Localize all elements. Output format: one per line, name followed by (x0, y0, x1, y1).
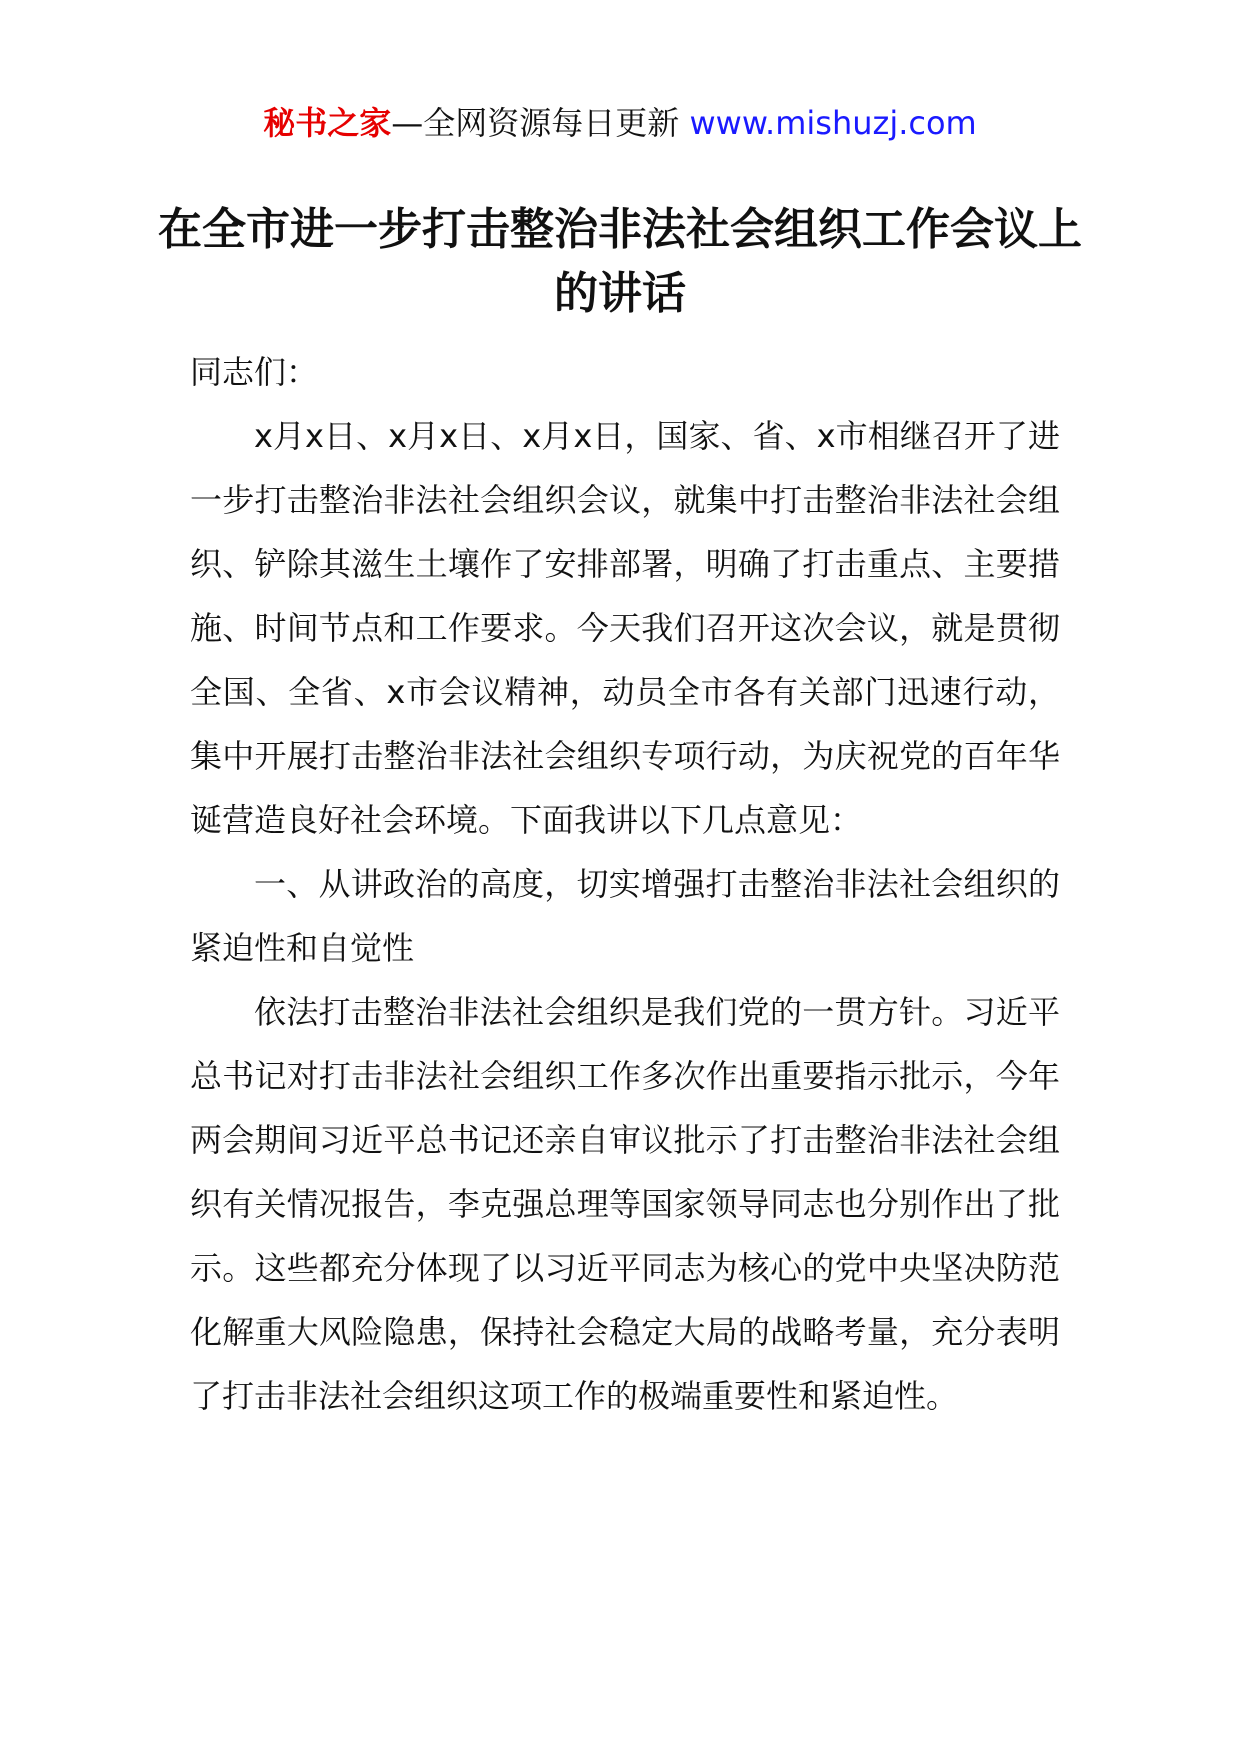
website-link[interactable]: www.mishuzj.com (689, 104, 977, 142)
document-body (190, 340, 1060, 1428)
header-banner (0, 100, 1240, 146)
header-slogan: —全网资源每日更新 (391, 104, 690, 142)
body-paragraph: 依法打击整治非法社会组织是我们党的一贯方针。习近平总书记对打击非法社会组织工作多次作出重要指示批示，今年两会期间习近平总书记还亲自审议批示了打击整治非法社会组织有关情况报告，李克强总理等国家领导同志也分别作出了批示。这些都充分体现了以习近平同志为核心的党中央坚决防范化解重大风险隐患，保持社会稳定大局的战略考量，充分表明了打击非法社会组织这项工作的极端重要性和紧迫性。 (190, 993, 1060, 1415)
brand-name: 秘书之家 (263, 104, 392, 142)
section-heading: 一、从讲政治的高度，切实增强打击整治非法社会组织的紧迫性和自觉性 (190, 865, 1060, 967)
document-title: 在全市进一步打击整治非法社会组织工作会议上的讲话 (158, 204, 1082, 319)
salutation: 同志们： (190, 353, 319, 391)
body-paragraph: x月x日、x月x日、x月x日，国家、省、x市相继召开了进一步打击整治非法社会组织会议，就集中打击整治非法社会组织、铲除其滋生土壤作了安排部署，明确了打击重点、主要措施、时间节点和工作要求。今天我们召开这次会议，就是贯彻全国、全省、x市会议精神，动员全市各有关部门迅速行动，集中开展打击整治非法社会组织专项行动，为庆祝党的百年华诞营造良好社会环境。下面我讲以下几点意见： (190, 417, 1060, 839)
